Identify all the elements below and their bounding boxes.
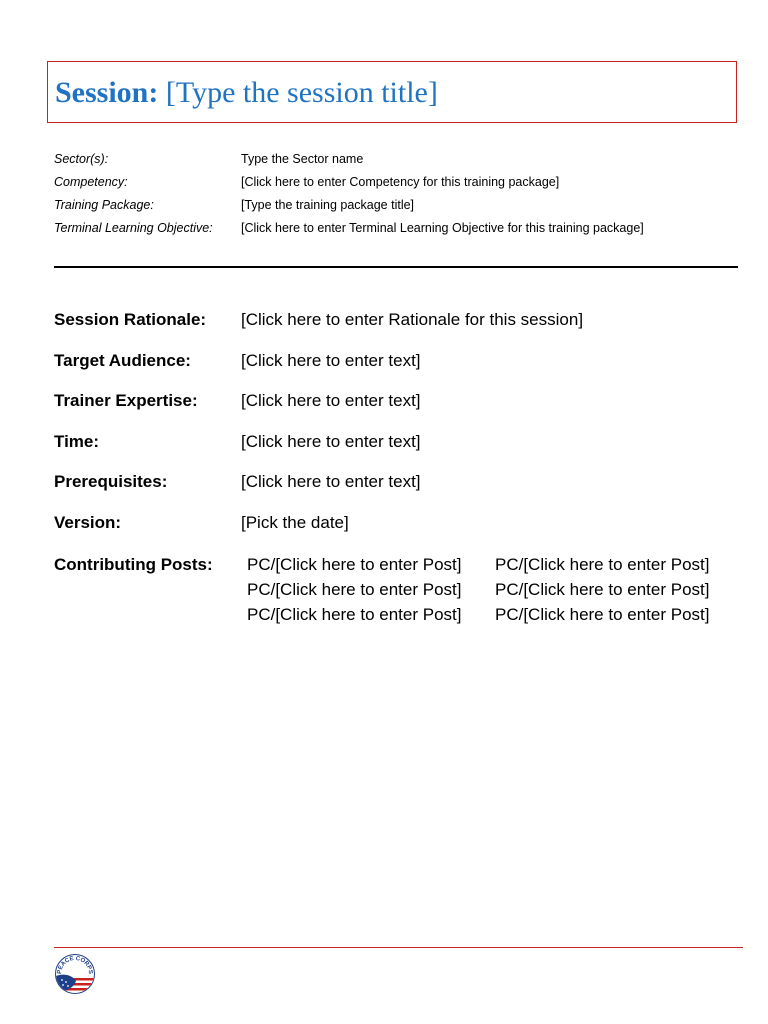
info-key: Session Rationale:	[54, 310, 207, 329]
post-field[interactable]: PC/[Click here to enter Post]	[495, 555, 710, 574]
info-key: Trainer Expertise:	[54, 391, 198, 411]
info-value[interactable]: [Click here to enter text]	[241, 350, 421, 370]
info-key: Prerequisites:	[54, 472, 168, 492]
post-field[interactable]: PC/[Click here to enter Post]	[495, 605, 710, 624]
info-row-trainer-expertise	[54, 390, 754, 431]
session-title[interactable]	[55, 76, 438, 110]
peace-corps-logo-icon	[54, 953, 96, 995]
session-details	[54, 309, 754, 553]
post-row	[247, 604, 737, 629]
meta-value[interactable]: [Click here to enter Terminal Learning Objective for this training package]	[241, 221, 644, 235]
info-row-rationale	[54, 309, 754, 350]
info-value[interactable]: [Click here to enter Rationale for this session]	[241, 310, 584, 329]
meta-key: Sector(s):	[54, 152, 109, 166]
meta-row-sector	[54, 150, 754, 173]
info-value[interactable]: [Click here to enter text]	[241, 431, 421, 451]
meta-key: Training Package:	[54, 198, 154, 212]
info-key: Version:	[54, 512, 122, 532]
section-divider	[54, 266, 738, 268]
info-row-version	[54, 512, 754, 553]
meta-key: Terminal Learning Objective:	[54, 221, 213, 235]
footer-divider	[54, 947, 743, 948]
contributing-posts-label: Contributing Posts:	[54, 555, 213, 574]
session-label: Session:	[55, 76, 159, 109]
info-row-target-audience	[54, 350, 754, 391]
session-title-box	[47, 61, 737, 123]
info-row-prerequisites	[54, 471, 754, 512]
info-key: Target Audience:	[54, 350, 191, 370]
post-field[interactable]: PC/[Click here to enter Post]	[247, 605, 462, 624]
info-row-time	[54, 431, 754, 472]
info-value[interactable]: [Click here to enter text]	[241, 472, 421, 492]
meta-row-competency	[54, 173, 754, 196]
info-value[interactable]: [Pick the date]	[241, 512, 349, 532]
meta-value[interactable]: [Type the training package title]	[241, 198, 415, 212]
info-key: Time:	[54, 431, 100, 451]
meta-key: Competency:	[54, 175, 128, 189]
session-title-placeholder[interactable]: [Type the session title]	[165, 76, 438, 109]
meta-value[interactable]: Type the Sector name	[241, 152, 364, 166]
post-field[interactable]: PC/[Click here to enter Post]	[495, 580, 710, 599]
info-value[interactable]: [Click here to enter text]	[241, 391, 421, 411]
post-row	[247, 554, 737, 579]
post-field[interactable]: PC/[Click here to enter Post]	[247, 555, 462, 574]
meta-row-terminal-objective	[54, 219, 754, 242]
post-row	[247, 579, 737, 604]
meta-row-training-package	[54, 196, 754, 219]
contributing-posts-grid	[247, 554, 737, 629]
svg-text:PEACE CORPS: PEACE CORPS	[56, 955, 94, 975]
post-field[interactable]: PC/[Click here to enter Post]	[247, 580, 462, 599]
meta-value[interactable]: [Click here to enter Competency for this training package]	[241, 175, 560, 189]
session-metadata	[54, 150, 754, 242]
